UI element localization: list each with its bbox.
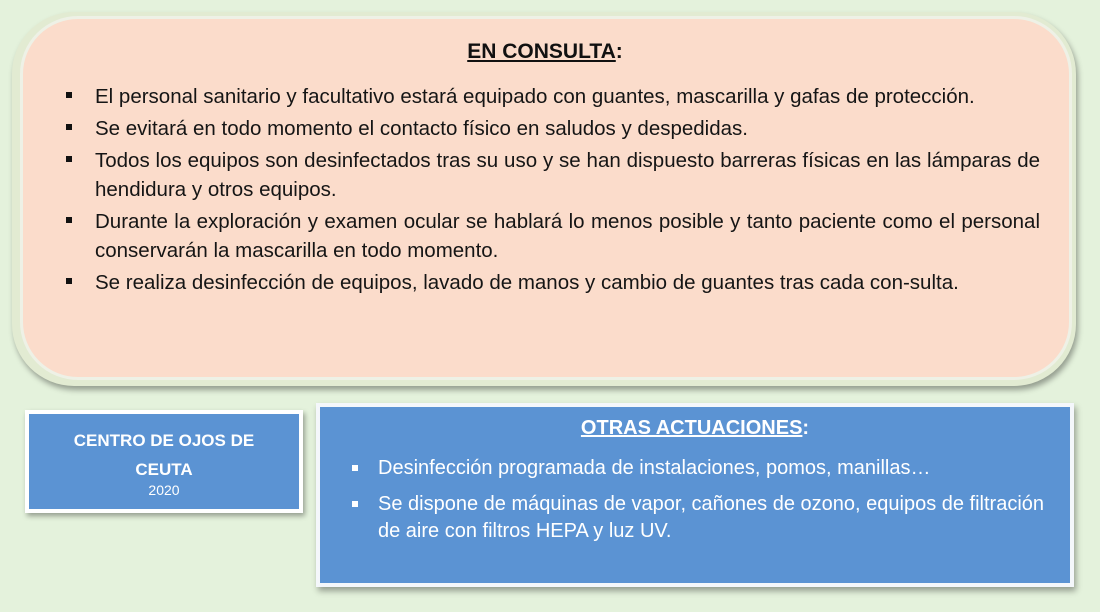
otras-item — [350, 491, 1060, 545]
otras-item-text: Desinfección programada de instalaciones, pomos, manillas… — [378, 457, 931, 479]
consulta-item — [62, 146, 1040, 204]
otras-title — [320, 417, 1070, 440]
consulta-title — [0, 40, 1090, 64]
bullet-icon — [352, 465, 358, 471]
centro-badge — [25, 410, 303, 513]
centro-title-line1: CENTRO DE OJOS DE — [73, 431, 255, 450]
consulta-item — [62, 114, 1040, 143]
bullet-icon — [66, 156, 72, 162]
otras-actuaciones-box — [316, 403, 1074, 587]
otras-title-text: OTRAS ACTUACIONES — [580, 417, 803, 439]
consulta-item-text: Durante la exploración y examen ocular se hablará lo menos posible y tanto paciente como el personal conservarán la mascarilla en todo momento. — [95, 210, 1040, 262]
centro-title-line2: CEUTA — [135, 460, 193, 479]
consulta-item — [62, 207, 1040, 265]
otras-item — [350, 455, 1060, 482]
bullet-icon — [66, 278, 72, 284]
otras-list — [350, 455, 1060, 554]
centro-year: 2020 — [148, 482, 180, 498]
consulta-item-text: Se evitará en todo momento el contacto físico en saludos y despedidas. — [95, 117, 748, 140]
otras-item-text: Se dispone de máquinas de vapor, cañones de ozono, equipos de filtración de aire con filtros HEPA y luz UV. — [378, 493, 1045, 542]
bullet-icon — [352, 501, 358, 507]
consulta-list — [62, 82, 1040, 300]
centro-title — [29, 426, 299, 484]
consulta-title-colon: : — [615, 40, 623, 63]
bullet-icon — [66, 217, 72, 223]
bullet-icon — [66, 124, 72, 130]
consulta-item-text: Se realiza desinfección de equipos, lavado de manos y cambio de guantes tras cada con-sulta. — [95, 271, 959, 294]
bullet-icon — [66, 92, 72, 98]
consulta-item — [62, 82, 1040, 111]
consulta-item-text: Todos los equipos son desinfectados tras su uso y se han dispuesto barreras físicas en las lámparas de hendidura y otros equipos. — [95, 149, 1040, 201]
otras-title-colon: : — [802, 417, 810, 439]
consulta-title-text: EN CONSULTA — [467, 40, 616, 63]
consulta-item-text: El personal sanitario y facultativo estará equipado con guantes, mascarilla y gafas de protección. — [95, 85, 975, 108]
consulta-item — [62, 268, 1040, 297]
